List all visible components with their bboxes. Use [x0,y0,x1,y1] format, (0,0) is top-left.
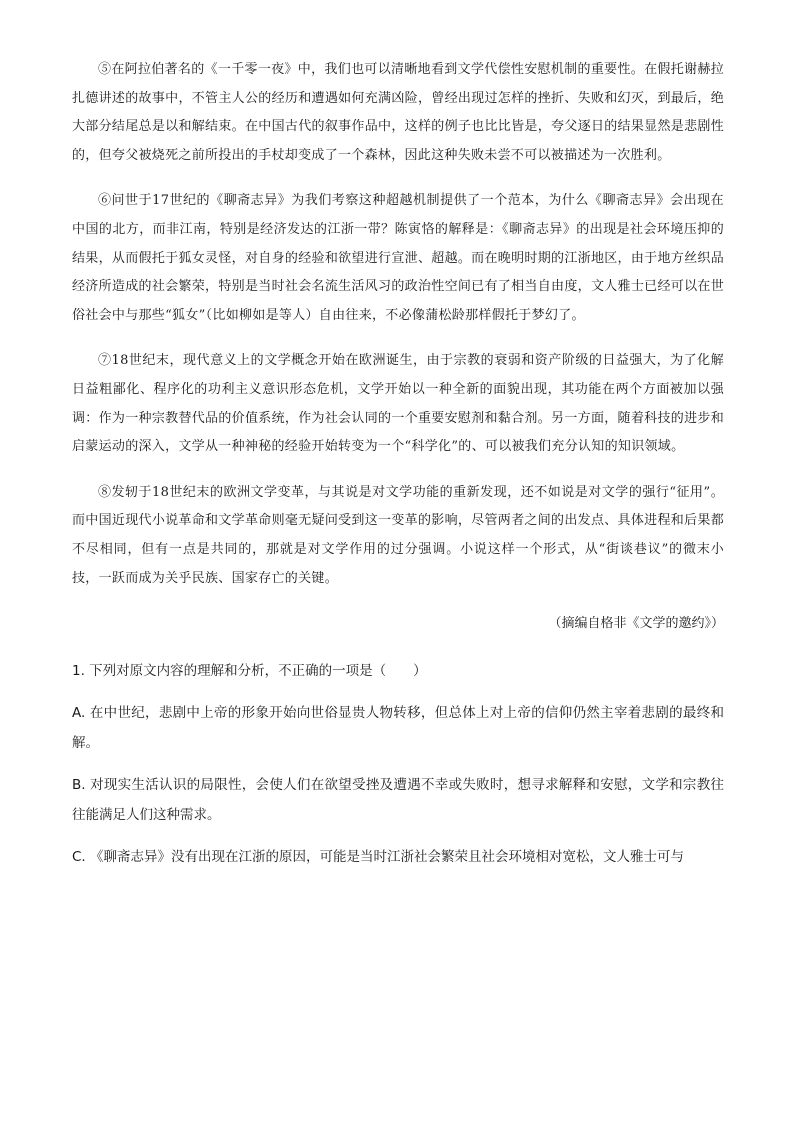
paragraph-8: ⑧发轫于18世纪末的欧洲文学变革，与其说是对文学功能的重新发现，还不如说是对文学的强行“征用”。而中国近现代小说革命和文学革命则毫无疑问受到这一变革的影响，尽管两者之间的出发点、具体进程和后果都不尽相同，但有一点是共同的，那就是对文学作用的过分强调。小说这样一个形式，从“街谈巷议”的微末小技，一跃而成为关乎民族、国家存亡的关键。 [72,484,724,586]
paragraph-5: ⑤在阿拉伯著名的《一千零一夜》中，我们也可以清晰地看到文学代偿性安慰机制的重要性。在假托谢赫拉扎德讲述的故事中，不管主人公的经历和遭遇如何充满凶险，曾经出现过怎样的挫折、失败和幻灭，到最后，绝大部分结尾总是以和解结束。在中国古代的叙事作品中，这样的例子也比比皆是，夸父逐日的结果显然是悲剧性的，但夸父被烧死之前所投出的手杖却变成了一个森林，因此这种失败未尝不可以被描述为一次胜利。 [72,62,724,163]
option-c: C. 《聊斋志异》没有出现在江浙的原因，可能是当时江浙社会繁荣且社会环境相对宽松，文人雅士可与 [72,849,685,866]
option-b: B. 对现实生活认识的局限性，会使人们在欲望受挫及遭遇不幸或失败时，想寻求解释和安慰，文学和宗教往往能满足人们这种需求。 [72,777,724,824]
question-1: 1. 下列对原文内容的理解和分析，不正确的一项是（ ） [72,663,427,680]
option-a: A. 在中世纪，悲剧中上帝的形象开始向世俗显贵人物转移，但总体上对上帝的信仰仍然主宰着悲剧的最终和解。 [72,705,724,752]
document-content [72,56,724,884]
paragraph-6: ⑥问世于17世纪的《聊斋志异》为我们考察这种超越机制提供了一个范本，为什么《聊斋志异》会出现在中国的北方，而非江南，特别是经济发达的江浙一带？陈寅恪的解释是：《聊斋志异》的出现是社会环境压抑的结果，从而假托于狐女灵怪，对自身的经验和欲望进行宣泄、超越。而在晚明时期的江浙地区，由于地方丝织品经济所造成的社会繁荣，特别是当时社会名流生活风习的政治性空间已有了相当自由度，文人雅士已经可以在世俗社会中与那些“狐女”（比如柳如是等人）自由往来，不必像蒲松龄那样假托于梦幻了。 [72,193,724,323]
paragraph-7: ⑦18世纪末，现代意义上的文学概念开始在欧洲诞生，由于宗教的衰弱和资产阶级的日益强大，为了化解日益粗鄙化、程序化的功利主义意识形态危机，文学开始以一种全新的面貌出现，其功能在两个方面被加以强调：作为一种宗教替代品的价值系统，作为社会认同的一个重要安慰剂和黏合剂。另一方面，随着科技的进步和启蒙运动的深入，文学从一种神秘的经验开始转变为一个“科学化”的、可以被我们充分认知的知识领域。 [72,353,724,455]
source-citation: （摘编自格非《文学的邀约》） [548,616,724,632]
